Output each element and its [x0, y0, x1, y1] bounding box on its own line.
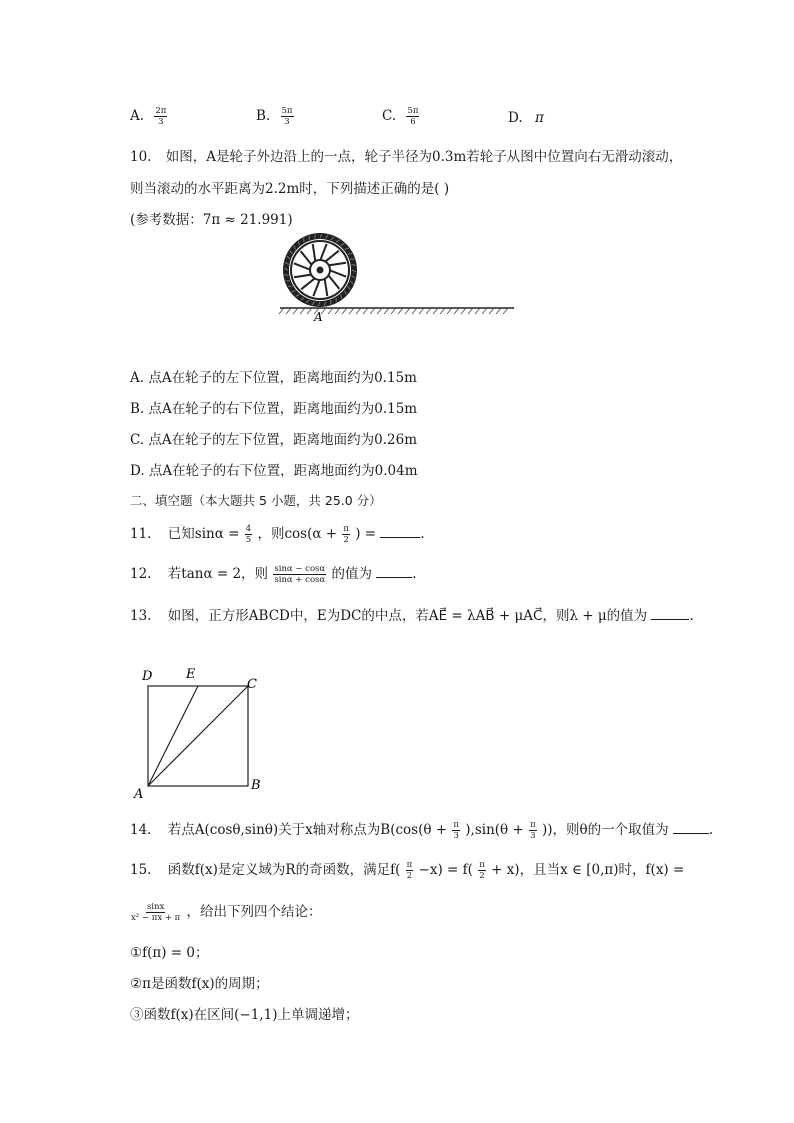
- q15-line2: [130, 900, 322, 923]
- q10-option-b: B. 点A在轮子的右下位置，距离地面约为0.15m: [130, 401, 418, 417]
- q12: 12. 若tanα = 2，则 $\frac{\sin\alpha - \cos\alpha}{\sin\alpha + \cos\alpha}$ 的值为 .: [130, 564, 417, 585]
- hatch-mark: [300, 308, 305, 314]
- question-text: 如图，A是轮子外边沿上的一点，轮子半径为0.3m若轮子从图中位置向右无滑动滚动，: [165, 149, 683, 165]
- q14-pre: 若点A(cosθ,sinθ)关于x轴对称点为B(cos(θ +: [167, 822, 452, 838]
- numerator: π: [343, 524, 349, 534]
- option-label: A.: [130, 108, 145, 124]
- wheel-icon: [283, 233, 357, 307]
- denominator: 3: [530, 831, 536, 841]
- denominator: sinα + cosα: [274, 575, 326, 585]
- hatch-mark: [391, 308, 396, 314]
- hatch-mark: [398, 308, 403, 314]
- question-number: 11.: [130, 526, 152, 542]
- q15-pre: 函数f(x)是定义域为R的奇函数，满足f(: [167, 862, 401, 878]
- q10-option-d: D. 点A在轮子的右下位置，距离地面约为0.04m: [130, 463, 418, 479]
- fraction: [154, 106, 167, 127]
- hatch-mark: [496, 308, 501, 314]
- q14-post: ))，则θ的一个取值为: [541, 822, 669, 838]
- q15-after: ，给出下列四个结论：: [186, 904, 322, 920]
- wheel-figure: [278, 232, 518, 322]
- q15-mid1: −x) = f(: [418, 862, 473, 878]
- denominator: 2: [406, 871, 413, 881]
- hatch-mark: [433, 308, 438, 314]
- vertex-d-label: D: [142, 669, 153, 684]
- q9-option-c: [382, 106, 420, 127]
- q10-line1: [130, 145, 682, 165]
- hatch-mark: [377, 308, 382, 314]
- hatch-mark: [307, 308, 312, 314]
- option-label: C.: [382, 108, 397, 124]
- hatch-mark: [335, 308, 340, 314]
- hatch-mark: [482, 308, 487, 314]
- hatch-mark: [405, 308, 410, 314]
- answer-blank[interactable]: [673, 821, 709, 834]
- hatch-mark: [279, 308, 284, 314]
- question-number: 15.: [130, 862, 152, 878]
- q12-pre: 若tanα = 2，则: [167, 566, 269, 582]
- hatch-mark: [363, 308, 368, 314]
- answer-blank[interactable]: [380, 525, 420, 538]
- vertex-b-label: B: [251, 778, 261, 793]
- q13-text: 如图，正方形ABCD中，E为DC的中点，若AE⃗ = λAB⃗ + μAC⃗，则λ + μ的值为: [167, 608, 648, 624]
- hatch-mark: [419, 308, 424, 314]
- numerator: 5π: [407, 106, 419, 116]
- denominator: 3: [453, 831, 459, 841]
- fraction: [130, 902, 181, 923]
- q12-post: 的值为: [331, 566, 372, 582]
- denominator: 2: [343, 535, 349, 545]
- option-value: π: [534, 110, 544, 126]
- denominator: 3: [284, 117, 290, 127]
- vertex-e-label: E: [186, 667, 196, 682]
- q10-option-c: C. 点A在轮子的左下位置，距离地面约为0.26m: [130, 432, 418, 448]
- denominator: 5: [245, 535, 252, 545]
- denominator: 2: [479, 871, 485, 881]
- q9-option-d: [508, 110, 544, 126]
- denominator: 6: [410, 117, 416, 127]
- denominator: x² − πx + π: [131, 913, 181, 923]
- vertex-c-label: C: [247, 677, 257, 692]
- hatch-mark: [328, 308, 333, 314]
- question-number: 10.: [130, 149, 152, 165]
- hatch-mark: [475, 308, 480, 314]
- hatch-mark: [384, 308, 389, 314]
- fraction: [406, 860, 414, 881]
- numerator: 5π: [281, 106, 293, 116]
- q11-pre: 已知sinα =: [167, 526, 244, 542]
- fraction: [478, 860, 486, 881]
- question-number: 14.: [130, 822, 152, 838]
- q15-conclusion-1: ①f(π) = 0；: [130, 945, 209, 961]
- question-number: 12.: [130, 566, 152, 582]
- fraction: [273, 564, 326, 585]
- question-number: 13.: [130, 608, 152, 624]
- hatch-mark: [468, 308, 473, 314]
- hatch-mark: [356, 308, 361, 314]
- answer-blank[interactable]: [651, 607, 689, 620]
- q14-mid: ),sin(θ +: [465, 822, 529, 838]
- hatch-mark: [426, 308, 431, 314]
- hatch-mark: [503, 308, 508, 314]
- denominator: 3: [158, 117, 164, 127]
- fraction: [342, 524, 350, 545]
- hatch-mark: [349, 308, 354, 314]
- q15-conclusion-3: ③函数f(x)在区间(−1,1)上单调递增；: [130, 1007, 359, 1023]
- option-label: D.: [508, 110, 523, 126]
- hatch-mark: [370, 308, 375, 314]
- hatch-mark: [293, 308, 298, 314]
- q11-mid: ，则cos(α +: [257, 526, 342, 542]
- fraction: [245, 524, 252, 545]
- numerator: π: [530, 820, 536, 830]
- fraction: [529, 820, 537, 841]
- hatch-mark: [412, 308, 417, 314]
- numerator: π: [406, 860, 413, 870]
- numerator: π: [453, 820, 459, 830]
- numerator: 2π: [155, 106, 167, 116]
- q14: 14. 若点A(cosθ,sinθ)关于x轴对称点为B(cos(θ + $\frac{\pi}{3}$ ),sin(θ + $\frac{\pi}{3}$ ))，则θ的一个取值为 .: [130, 820, 714, 841]
- numerator: 4: [245, 524, 252, 534]
- hatch-mark: [489, 308, 494, 314]
- section-title: 二、填空题（本大题共 5 小题，共 25.0 分）: [130, 493, 382, 508]
- numerator: sinx: [146, 902, 165, 912]
- hatch-mark: [440, 308, 445, 314]
- hatch-mark: [461, 308, 466, 314]
- hatch-mark: [447, 308, 452, 314]
- q11: 11. 已知sinα = $\frac{4}{5}$ ，则cos(α + $\frac{\pi}{2}$ ) = .: [130, 524, 425, 545]
- q15-mid2: + x)，且当x ∈ [0,π)时，f(x) =: [491, 862, 685, 878]
- fraction: [281, 106, 294, 127]
- hatch-mark: [286, 308, 291, 314]
- q9-option-a: [130, 106, 168, 127]
- fraction: [452, 820, 460, 841]
- q10-reference: (参考数据：7π ≈ 21.991): [130, 212, 293, 228]
- q10-line2: 则当滚动的水平距离为2.2m时，下列描述正确的是( ): [130, 181, 450, 197]
- q15-line1: [130, 858, 684, 881]
- q11-post: ) =: [355, 526, 381, 542]
- option-label: B.: [256, 108, 271, 124]
- hatch-mark: [454, 308, 459, 314]
- q9-option-b: [256, 106, 295, 127]
- numerator: π: [479, 860, 485, 870]
- point-a-label: A: [314, 310, 323, 324]
- q10-option-a: A. 点A在轮子的左下位置，距离地面约为0.15m: [130, 370, 417, 386]
- answer-blank[interactable]: [376, 565, 412, 578]
- numerator: sinα − cosα: [274, 564, 326, 574]
- fraction: [406, 106, 419, 127]
- q13: 13. 如图，正方形ABCD中，E为DC的中点，若AE⃗ = λAB⃗ + μAC⃗，则λ + μ的值为 .: [130, 608, 694, 624]
- q15-conclusion-2: ②π是函数f(x)的周期；: [130, 976, 269, 992]
- vertex-a-label: A: [134, 787, 144, 802]
- square-figure: [130, 664, 270, 804]
- hatch-mark: [342, 308, 347, 314]
